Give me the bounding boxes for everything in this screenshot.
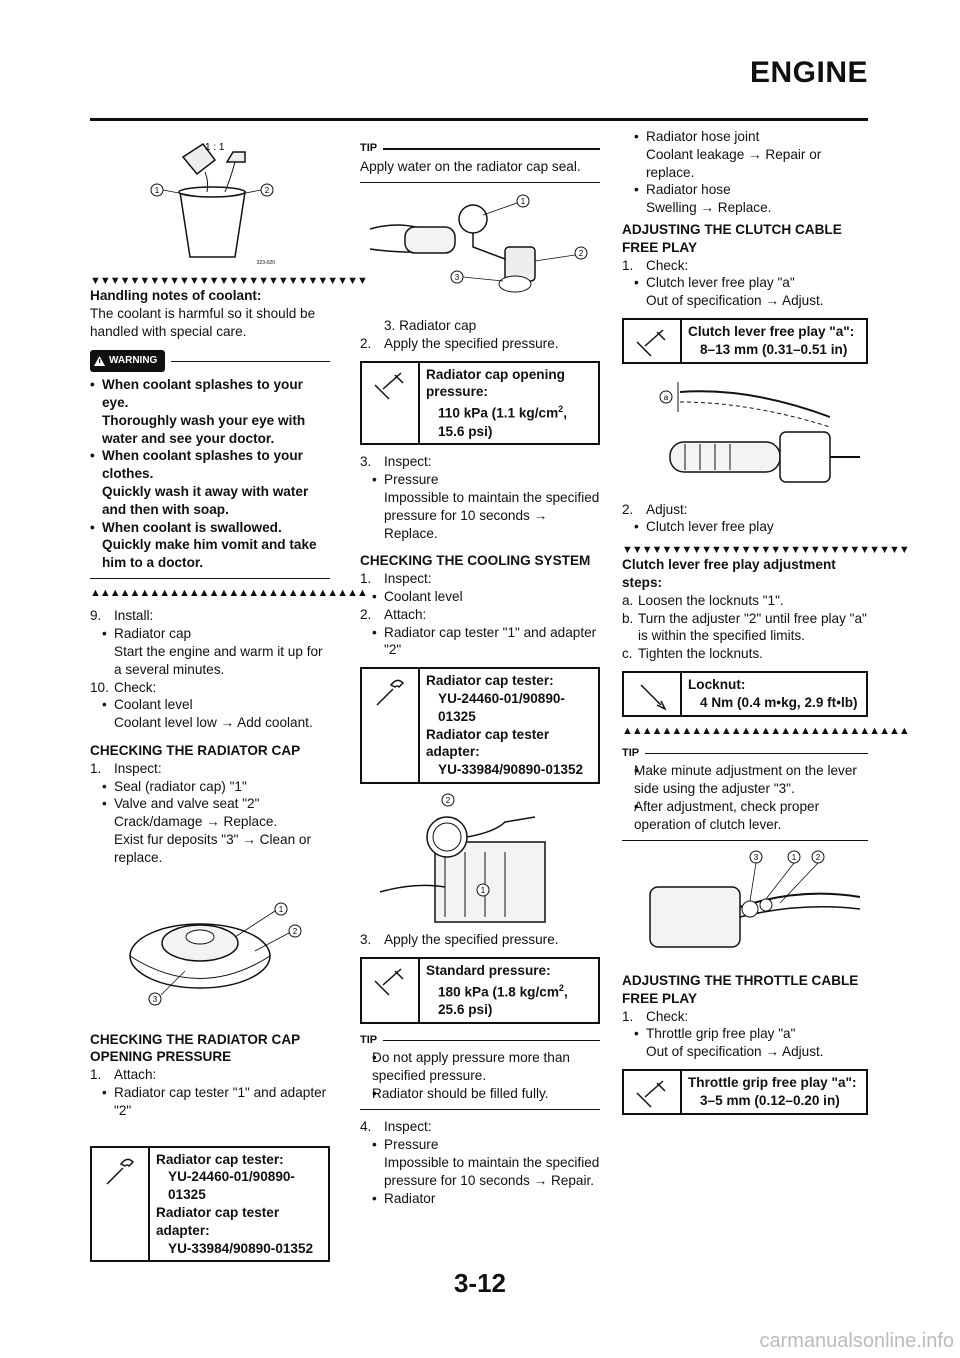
warning-item: • When coolant splashes to your clothes. bbox=[90, 447, 330, 483]
warning-item: • When coolant splashes to your eye. bbox=[90, 376, 330, 412]
tightening-spec-icon bbox=[373, 369, 407, 403]
radcap-item: • Seal (radiator cap) "1" bbox=[90, 778, 330, 796]
tip-header: TIP bbox=[622, 745, 868, 763]
spec-box: Standard pressure: 180 kPa (1.8 $kg/cm^2$, 25.6 psi) bbox=[360, 957, 600, 1024]
caution-start-marks: ▼▼▼▼▼▼▼▼▼▼▼▼▼▼▼▼▼▼▼▼▼▼▼▼▼▼▼▼ bbox=[90, 275, 367, 287]
fig-caption: 3. Radiator cap bbox=[384, 318, 477, 334]
caution-end-marks: ▲▲▲▲▲▲▲▲▲▲▲▲▲▲▲▲▲▲▲▲▲▲▲▲▲▲▲▲ bbox=[90, 587, 367, 600]
warning-bar bbox=[90, 350, 330, 372]
svg-text:1: 1 bbox=[520, 197, 526, 207]
step-10-note: Coolant level low → Add coolant. bbox=[114, 715, 313, 731]
warning-item: Quickly wash it away with water and then with soap. bbox=[102, 483, 309, 517]
opening-step-item: • Radiator cap tester "1" and adapter "2" bbox=[90, 1084, 330, 1120]
tip-header: TIP bbox=[360, 1032, 600, 1050]
opening-pressure-heading: CHECKING THE RADIATOR CAP OPENING PRESSURE bbox=[90, 1031, 300, 1065]
step-9: 9. Install: bbox=[90, 608, 154, 624]
watermark: carmanualsonline.info bbox=[759, 1330, 954, 1352]
svg-text:2: 2 bbox=[815, 853, 821, 863]
spec-box: Locknut: 4 Nm (0.4 m•kg, 2.9 ft•lb) bbox=[622, 671, 868, 717]
section-title: ENGINE bbox=[749, 56, 868, 89]
coolant-mix-illustration bbox=[135, 132, 285, 267]
svg-text:2: 2 bbox=[578, 249, 584, 259]
tightening-spec-icon bbox=[373, 965, 407, 999]
radcap-item: • Valve and valve seat "2" bbox=[90, 795, 330, 813]
fig2-callout-2: 2 bbox=[292, 926, 298, 936]
step-9-note: Start the engine and warm it up for a several minutes. bbox=[114, 644, 323, 677]
pressure-tester-illustration bbox=[365, 189, 595, 309]
warning-label: WARNING bbox=[109, 355, 158, 367]
svg-text:1: 1 bbox=[791, 853, 797, 863]
cooling-system-heading: CHECKING THE COOLING SYSTEM bbox=[360, 553, 591, 569]
spec-box: Radiator cap tester: YU-24460-01/90890-01325 Radiator cap tester adapter: YU-33984/90890-01352 bbox=[360, 667, 600, 784]
radiator-cap-illustration bbox=[115, 871, 305, 1021]
step-3: 3. Inspect: bbox=[360, 454, 432, 470]
column-3: • Radiator hose joint Coolant leakage → Repair or replace. • Radiator hose Swelling → Replace. ADJUSTING THE CLUTCH CABLE FREE PLAY 1. Check: • Clutch lever free play "a" Out of specification → Adjust. Clutch lever free play "a": 8–13 mm (0.31–0.51 in) a 2. Adjust: • Clutch lever free play ▼▼▼▼▼▼▼▼▼▼▼▼▼▼▼▼▼▼▼▼▼▼▼▼▼▼▼▼▼ Clutch lever free play adjustment steps: a. Loosen the locknuts "1". b. Turn the adjuster "2" until free play "a" is within the specified limits. c. Tighten the locknuts. Locknut: 4 Nm (0.4 m•kg, 2.9 ft•lb) ▲▲▲▲▲▲▲▲▲▲▲▲▲▲▲▲▲▲▲▲▲▲▲▲▲▲▲▲▲ TIP • Make minute adjustment on the lever side using the adjuster "3". • After adjustment, check proper operation of clutch lever. 3 1 2 ADJUSTING THE THROTTLE CABLE FREE PLAY 1. Check: • Throttle grip free play "a" Out of specification → Adjust. Throttle grip free play "a": 3–5 mm (0.12–0.20 in) bbox=[622, 128, 868, 1123]
step-10: 10. Check: bbox=[90, 679, 157, 695]
tightening-spec-icon bbox=[635, 1077, 669, 1111]
tip-header: TIP bbox=[360, 140, 600, 158]
header-rule bbox=[90, 118, 868, 121]
coolant-notes-text: The coolant is harmful so it should be handled with special care. bbox=[90, 305, 316, 339]
special-tool-icon bbox=[103, 1154, 137, 1188]
svg-text:1: 1 bbox=[480, 885, 486, 895]
svg-text:3: 3 bbox=[753, 853, 759, 863]
step-10-item: • Coolant level bbox=[90, 696, 330, 714]
warning-triangle-icon bbox=[94, 356, 105, 366]
torque-wrench-icon bbox=[635, 679, 669, 713]
warning-item: Quickly make him vomit and take him to a doctor. bbox=[102, 537, 317, 571]
spec-box: Throttle grip free play "a": 3–5 mm (0.12–0.20 in) bbox=[622, 1069, 868, 1115]
coolant-notes-heading: Handling notes of coolant: bbox=[90, 288, 262, 303]
clutch-adjuster-illustration bbox=[630, 847, 860, 962]
spec-box: Clutch lever free play "a": 8–13 mm (0.31–0.51 in) bbox=[622, 318, 868, 364]
clutch-lever-illustration bbox=[630, 372, 860, 497]
fig1-callout-2: 2 bbox=[264, 186, 270, 195]
warning-badge bbox=[90, 350, 165, 372]
fig1-code: 323-020 bbox=[256, 260, 275, 266]
fig1-callout-1: 1 bbox=[154, 186, 160, 195]
svg-text:a: a bbox=[663, 392, 669, 402]
step-9-item: • Radiator cap bbox=[90, 625, 330, 643]
column-1 bbox=[90, 128, 367, 1270]
special-tool-icon bbox=[373, 675, 407, 709]
throttle-heading: ADJUSTING THE THROTTLE CABLE FREE PLAY bbox=[622, 973, 859, 1006]
tightening-spec-icon bbox=[635, 326, 669, 360]
opening-step-1: 1. Attach: bbox=[90, 1067, 157, 1083]
clutch-heading: ADJUSTING THE CLUTCH CABLE FREE PLAY bbox=[622, 221, 842, 255]
radcap-note: Crack/damage → Replace. bbox=[114, 814, 278, 830]
column-2: TIP Apply water on the radiator cap seal. 1 2 3 3. Radiator cap 2. Apply the specified pressure. Radiator cap opening pressure: 110 kPa (1.1 $kg/cm^2$, 15.6 psi) 3. Inspect: • Pressure Impossible to maintain the specified pressure for 10 seconds → Replace. CHECKING THE COOLING SYSTEM 1. Inspect: • Coolant level 2. Attach: • Radiator cap tester "1" and adapter "2" Radiator cap tester: YU-24460-01/90890-01325 Radiator cap tester adapter: YU-33984/90890-01352 2 1 3. Apply the specified pressure. Standard pressure: 180 kPa (1.8 $kg/cm^2$, 25.6 psi) TIP • Do not apply pressure more than specified pressure. • Radiator should be filled fully. 4. Inspect: • Pressure Impossible to maintain the specified pressure for 10 seconds → Repair. • Radiator bbox=[360, 132, 600, 1207]
svg-text:2: 2 bbox=[445, 795, 451, 805]
svg-text:3: 3 bbox=[454, 273, 460, 283]
spec-box: Radiator cap tester: YU-24460-01/90890-01325 Radiator cap tester adapter: YU-33984/90890-01352 bbox=[90, 1146, 330, 1263]
fig1-ratio: 1 : 1 bbox=[205, 142, 225, 153]
tip-text: Apply water on the radiator cap seal. bbox=[360, 158, 581, 174]
warning-item: Thoroughly wash your eye with water and see your doctor. bbox=[102, 412, 306, 446]
fig2-callout-3: 3 bbox=[152, 994, 158, 1004]
page-number: 3-12 bbox=[453, 1268, 507, 1298]
warning-item: • When coolant is swallowed. bbox=[90, 519, 330, 537]
cooling-system-tester-illustration bbox=[375, 792, 585, 927]
radcap-note: Exist fur deposits "3" → Clean or replace. bbox=[114, 832, 312, 865]
radiator-cap-heading: CHECKING THE RADIATOR CAP bbox=[90, 743, 301, 759]
fig2-callout-1: 1 bbox=[278, 904, 284, 914]
step-2: 2. Apply the specified pressure. bbox=[360, 335, 559, 351]
spec-box: Radiator cap opening pressure: 110 kPa (1.1 $kg/cm^2$, 15.6 psi) bbox=[360, 361, 600, 446]
radcap-step-1: 1. Inspect: bbox=[90, 760, 162, 776]
